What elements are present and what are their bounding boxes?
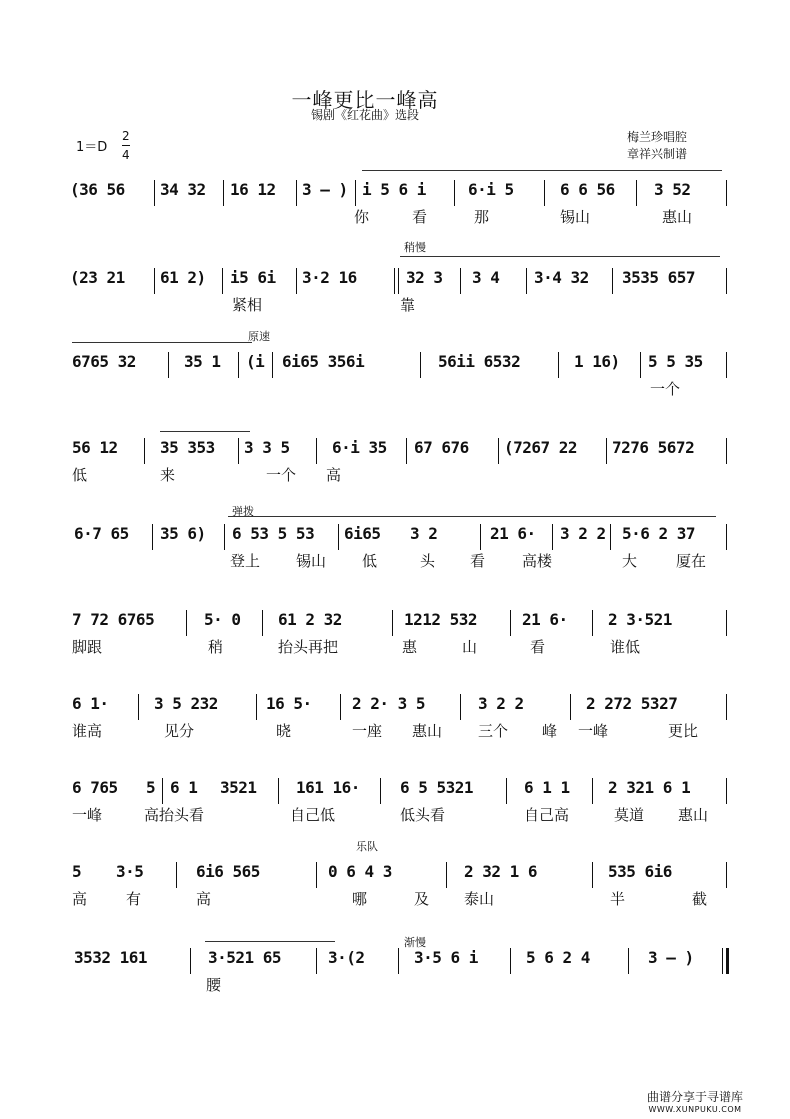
bar-line [726,352,727,378]
lyric: 头 [420,552,436,570]
bar-line [480,524,481,550]
measure-notes: 2 272 5327 [586,694,678,713]
lyric: 来 [160,466,176,484]
lyrics-line [70,888,730,908]
measure-notes: 6i65 [344,524,381,543]
bar-line [394,268,395,294]
lyric: 腰 [206,976,222,994]
score-row [70,438,730,484]
bar-line [355,180,356,206]
measure-notes: 2 32 1 6 [464,862,538,881]
measure-notes: 3521 [220,778,257,797]
lyric: 低 [362,552,378,570]
measure-notes: (7267 22 [504,438,578,457]
lyric: 谁低 [610,638,641,656]
bar-line [570,694,571,720]
bar-line [296,268,297,294]
measure-notes: 6 53 5 53 [232,524,315,543]
bar-line [406,438,407,464]
bar-line [138,694,139,720]
measure-notes: 61 2 32 [278,610,342,629]
page-subtitle: 锡剧《红花曲》选段 [310,108,419,122]
bar-line [380,778,381,804]
lyric: 那 [474,208,490,226]
bar-line [168,352,169,378]
bar-line [722,948,723,974]
bar-line [558,352,559,378]
measure-notes: 3 2 [410,524,438,543]
lyric: 登上 [230,552,261,570]
bar-line [238,352,239,378]
bar-line [726,862,727,888]
bar-line [640,352,641,378]
measure-notes: 5 [72,862,82,881]
bar-line [272,352,273,378]
lyrics-line [70,974,730,994]
measure-notes: 6·7 65 [74,524,129,543]
notes-line [70,948,730,968]
lyric: 惠 [402,638,418,656]
score-row [70,352,730,398]
instrument-mark-band: 乐队 [356,840,378,853]
lyric: 你 [354,208,370,226]
bar-line [544,180,545,206]
measure-notes: 67 676 [414,438,469,457]
bar-line [460,694,461,720]
bar-line [420,352,421,378]
measure-notes: 7276 5672 [612,438,695,457]
measure-notes: 3 – ) [648,948,694,967]
lyric: 惠山 [412,722,443,740]
measure-notes: 6 765 [72,778,118,797]
lyric: 峰 [542,722,558,740]
bar-line [526,268,527,294]
notes-line [70,352,730,372]
slur-arc [160,431,250,432]
bar-line [726,438,727,464]
score-row [70,862,730,908]
score-row [70,948,730,994]
lyric: 惠山 [678,806,709,824]
lyric: 泰山 [464,890,495,908]
lyric: 截 [692,890,708,908]
bar-line [154,268,155,294]
page-title: 一峰更比一峰高 [291,88,439,112]
measure-notes: 32 3 [406,268,443,287]
lyric: 自己低 [290,806,336,824]
bar-line [162,778,163,804]
measure-notes: 35 6) [160,524,206,543]
bar-line [316,862,317,888]
measure-notes: 61 2) [160,268,206,287]
measure-notes: 5 5 35 [648,352,703,371]
slur-arc [228,516,716,517]
measure-notes: 2 2· 3 5 [352,694,426,713]
measure-notes: 3 2 2 [560,524,606,543]
measure-notes: 3·5 [116,862,144,881]
bar-line [498,438,499,464]
measure-notes: 3 2 2 [478,694,524,713]
time-top: 2 [122,127,130,146]
measure-notes: 6765 32 [72,352,136,371]
bar-line [278,778,279,804]
measure-notes: 3532 161 [74,948,148,967]
bar-line [460,268,461,294]
lyric: 山 [462,638,478,656]
footer-url: WWW.XUNPUKU.COM [648,1105,742,1114]
final-bar-line [726,948,729,974]
tempo-mark-gradually-slower: 渐慢 [404,936,426,949]
measure-notes: i 5 6 i [362,180,426,199]
measure-notes: 3·4 32 [534,268,589,287]
key-signature: 1＝D [76,140,108,155]
measure-notes: 6 1· [72,694,109,713]
notes-line [70,610,730,630]
lyric: 紧相 [232,296,263,314]
notes-line [70,524,730,544]
bar-line [726,268,727,294]
bar-line [606,438,607,464]
lyrics-line [70,378,730,398]
bar-line [592,778,593,804]
measure-notes: 1 16) [574,352,620,371]
measure-notes: 6 1 1 [524,778,570,797]
bar-line [726,694,727,720]
lyric: 高抬头看 [144,806,205,824]
measure-notes: 2 321 6 1 [608,778,691,797]
measure-notes: 6i65 356i [282,352,365,371]
lyrics-line [70,720,730,740]
bar-line [144,438,145,464]
bar-line [176,862,177,888]
measure-notes: 3535 657 [622,268,696,287]
bar-line [296,180,297,206]
lyric: 高 [72,890,88,908]
measure-notes: 6 6 56 [560,180,615,199]
lyric: 谁高 [72,722,103,740]
measure-notes: 16 5· [266,694,312,713]
lyric: 有 [126,890,142,908]
time-signature [122,127,130,164]
lyric: 高 [326,466,342,484]
lyric: 哪 [352,890,368,908]
lyric: 一个 [650,380,681,398]
measure-notes: 6 5 5321 [400,778,474,797]
bar-line [610,524,611,550]
lyrics-line [70,804,730,824]
score-row [70,268,730,314]
bar-line [628,948,629,974]
measure-notes: 21 6· [522,610,568,629]
bar-line [446,862,447,888]
bar-line [454,180,455,206]
lyric: 低 [72,466,88,484]
lyric: 一峰 [578,722,609,740]
measure-notes: 6i6 565 [196,862,260,881]
measure-notes: 535 6i6 [608,862,672,881]
bar-line [552,524,553,550]
measure-notes: (23 21 [70,268,125,287]
measure-notes: 34 32 [160,180,206,199]
lyrics-line [70,550,730,570]
slur-arc [362,170,722,171]
lyric: 更比 [668,722,699,740]
bar-line [392,610,393,636]
measure-notes: 3 3 5 [244,438,290,457]
slur-arc [72,342,252,343]
measure-notes: 6·i 5 [468,180,514,199]
lyric: 见分 [164,722,195,740]
notes-line [70,438,730,458]
measure-notes: 21 6· [490,524,536,543]
lyric: 厦在 [676,552,707,570]
bar-line [224,524,225,550]
notes-line [70,862,730,882]
lyric: 锡山 [560,208,591,226]
transcriber-credit: 章祥兴制谱 [627,147,688,161]
singer-credit: 梅兰珍唱腔 [627,130,688,144]
lyric: 脚跟 [72,638,103,656]
slur-arc [400,256,720,257]
measure-notes: i5 6i [230,268,276,287]
measure-notes: 2 3·521 [608,610,672,629]
notes-line [70,694,730,714]
lyric: 靠 [400,296,416,314]
lyric: 抬头再把 [278,638,339,656]
measure-notes: 3·(2 [328,948,365,967]
measure-notes: 3 5 232 [154,694,218,713]
bar-line [154,180,155,206]
measure-notes: 7 72 6765 [72,610,155,629]
measure-notes: 5·6 2 37 [622,524,696,543]
lyric: 一峰 [72,806,103,824]
lyrics-line [70,294,730,314]
lyric: 高楼 [522,552,553,570]
measure-notes: 1212 532 [404,610,478,629]
lyrics-line [70,636,730,656]
notes-line [70,268,730,288]
bar-line [256,694,257,720]
measure-notes: 3 – ) [302,180,348,199]
bar-line [726,778,727,804]
bar-line [338,524,339,550]
measure-notes: (36 56 [70,180,125,199]
lyric: 看 [412,208,428,226]
lyric: 看 [470,552,486,570]
score-row [70,694,730,740]
instrument-mark-plucked: 弹拨 [232,505,254,518]
bar-line [262,610,263,636]
measure-notes: 56 12 [72,438,118,457]
measure-notes: 5 [146,778,156,797]
bar-line [510,610,511,636]
lyric: 半 [610,890,626,908]
measure-notes: 16 12 [230,180,276,199]
bar-line [592,610,593,636]
lyric: 高 [196,890,212,908]
bar-line [222,268,223,294]
lyrics-line [70,206,730,226]
bar-line [398,948,399,974]
lyrics-line [70,464,730,484]
slur-arc [205,941,335,942]
footer-watermark [620,1088,770,1114]
bar-line [152,524,153,550]
lyric: 及 [414,890,430,908]
measure-notes: 3 52 [654,180,691,199]
measure-notes: 6·i 35 [332,438,387,457]
time-bottom: 4 [122,148,130,162]
notes-line [70,778,730,798]
bar-line [398,268,399,294]
measure-notes: 3·521 65 [208,948,282,967]
score-row [70,524,730,570]
measure-notes: 56ii 6532 [438,352,521,371]
bar-line [726,610,727,636]
bar-line [612,268,613,294]
lyric: 惠山 [662,208,693,226]
bar-line [340,694,341,720]
measure-notes: 3·2 16 [302,268,357,287]
lyric: 一座 [352,722,383,740]
lyric: 低头看 [400,806,446,824]
bar-line [636,180,637,206]
lyric: 三个 [478,722,509,740]
bar-line [506,778,507,804]
score-row [70,180,730,226]
measure-notes: 5 6 2 4 [526,948,590,967]
measure-notes: 0 6 4 3 [328,862,392,881]
bar-line [186,610,187,636]
measure-notes: 3·5 6 i [414,948,478,967]
lyric: 晓 [276,722,292,740]
bar-line [223,180,224,206]
measure-notes: 3 4 [472,268,500,287]
measure-notes: 5· 0 [204,610,241,629]
measure-notes: 6 1 [170,778,198,797]
measure-notes: 161 16· [296,778,360,797]
lyric: 稍 [208,638,224,656]
lyric: 大 [622,552,638,570]
score-row [70,610,730,656]
measure-notes: 35 353 [160,438,215,457]
lyric: 一个 [266,466,297,484]
notes-line [70,180,730,200]
measure-notes: 35 1 [184,352,221,371]
footer-text: 曲谱分享于寻谱库 [646,1090,743,1104]
bar-line [190,948,191,974]
tempo-mark-original: 原速 [248,330,270,343]
lyric: 自己高 [524,806,570,824]
score-row [70,778,730,824]
bar-line [510,948,511,974]
bar-line [592,862,593,888]
lyric: 锡山 [296,552,327,570]
lyric: 莫道 [614,806,645,824]
bar-line [316,948,317,974]
bar-line [316,438,317,464]
tempo-mark-slower: 稍慢 [404,241,426,254]
measure-notes: (i [246,352,265,371]
bar-line [726,524,727,550]
lyric: 看 [530,638,546,656]
bar-line [238,438,239,464]
bar-line [726,180,727,206]
